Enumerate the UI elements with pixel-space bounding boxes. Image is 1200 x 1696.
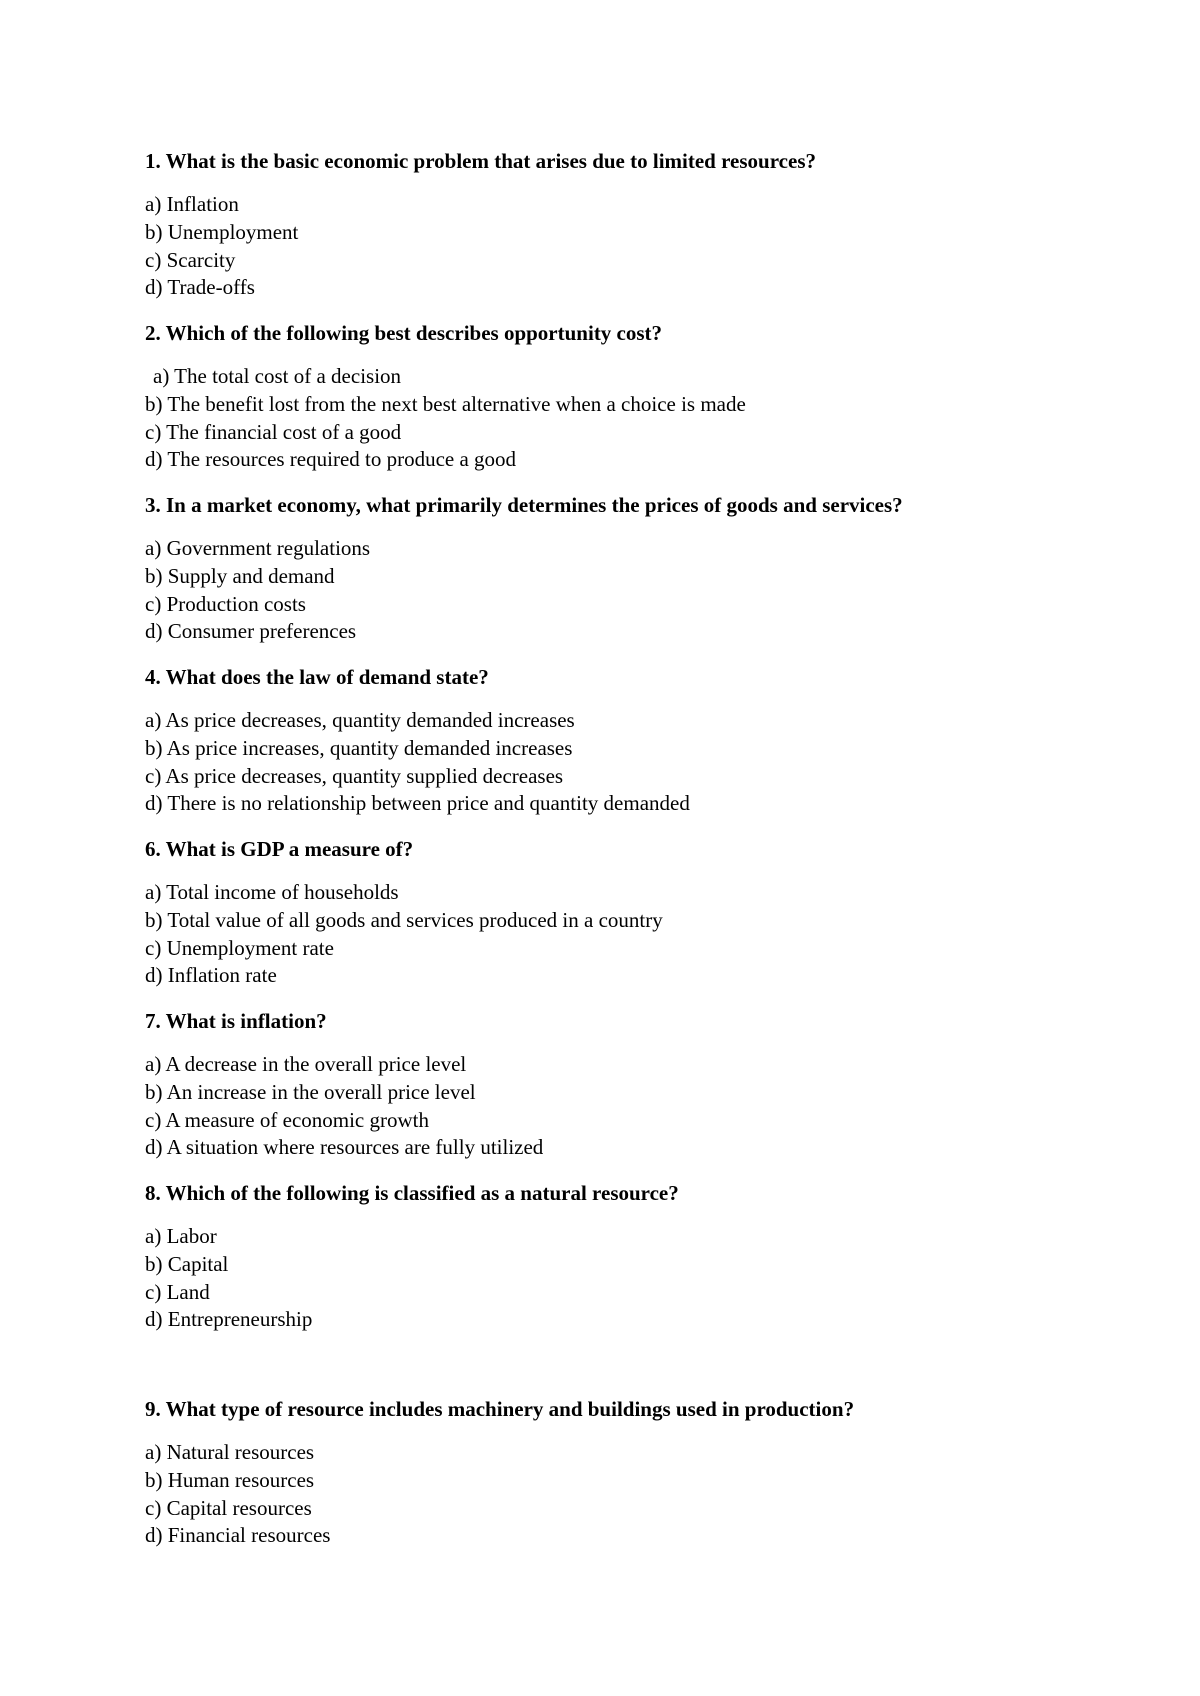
option-a: a) Total income of households	[145, 880, 399, 904]
question-title: 2. Which of the following best describes opportunity cost?	[145, 321, 663, 345]
option-a: a) A decrease in the overall price level	[145, 1052, 467, 1076]
option-a: a) Government regulations	[145, 536, 371, 560]
question-6	[145, 835, 1145, 990]
question-1	[145, 147, 1145, 302]
options-list	[145, 1439, 1145, 1550]
option-b: b) As price increases, quantity demanded increases	[145, 735, 573, 760]
option-c: c) As price decreases, quantity supplied decreases	[145, 763, 564, 788]
option-a: a) The total cost of a decision	[153, 364, 402, 388]
option-a: a) Inflation	[145, 192, 239, 216]
option-c: c) The financial cost of a good	[145, 419, 402, 444]
option-b: b) Capital	[145, 1251, 229, 1276]
option-c: c) Scarcity	[145, 247, 236, 272]
options-list	[145, 1223, 1145, 1334]
option-d: d) There is no relationship between price and quantity demanded	[145, 791, 690, 816]
question-4	[145, 663, 1145, 818]
question-3	[145, 491, 1145, 646]
option-d: d) Trade-offs	[145, 275, 255, 300]
option-b: b) An increase in the overall price level	[145, 1079, 476, 1104]
options-list	[145, 879, 1145, 990]
question-title: 4. What does the law of demand state?	[145, 665, 489, 689]
option-d: d) Entrepreneurship	[145, 1307, 313, 1332]
options-list	[145, 707, 1145, 818]
options-list	[145, 1051, 1145, 1162]
option-a: a) As price decreases, quantity demanded increases	[145, 708, 575, 732]
option-d: d) A situation where resources are fully utilized	[145, 1135, 544, 1160]
options-list	[145, 191, 1145, 302]
option-a: a) Labor	[145, 1224, 217, 1248]
options-list	[145, 535, 1145, 646]
question-7	[145, 1007, 1145, 1162]
question-title: 6. What is GDP a measure of?	[145, 837, 414, 861]
option-d: d) Consumer preferences	[145, 619, 357, 644]
option-d: d) Inflation rate	[145, 963, 277, 988]
option-b: b) Supply and demand	[145, 563, 335, 588]
option-c: c) Unemployment rate	[145, 935, 334, 960]
question-title: 3. In a market economy, what primarily determines the prices of goods and services?	[145, 493, 903, 517]
option-c: c) Production costs	[145, 591, 306, 616]
option-c: c) Land	[145, 1279, 210, 1304]
question-8	[145, 1179, 1145, 1334]
option-b: b) The benefit lost from the next best alternative when a choice is made	[145, 391, 746, 416]
option-d: d) The resources required to produce a good	[145, 447, 517, 472]
option-c: c) A measure of economic growth	[145, 1107, 429, 1132]
option-d: d) Financial resources	[145, 1523, 331, 1548]
option-b: b) Total value of all goods and services produced in a country	[145, 907, 663, 932]
option-b: b) Human resources	[145, 1467, 315, 1492]
question-title: 9. What type of resource includes machinery and buildings used in production?	[145, 1397, 855, 1421]
question-2	[145, 319, 1145, 474]
options-list	[145, 363, 1145, 474]
question-title: 8. Which of the following is classified as a natural resource?	[145, 1181, 679, 1205]
question-title: 7. What is inflation?	[145, 1009, 327, 1033]
option-c: c) Capital resources	[145, 1495, 312, 1520]
option-a: a) Natural resources	[145, 1440, 315, 1464]
question-title: 1. What is the basic economic problem that arises due to limited resources?	[145, 149, 816, 173]
question-9	[145, 1395, 1145, 1550]
option-b: b) Unemployment	[145, 219, 299, 244]
